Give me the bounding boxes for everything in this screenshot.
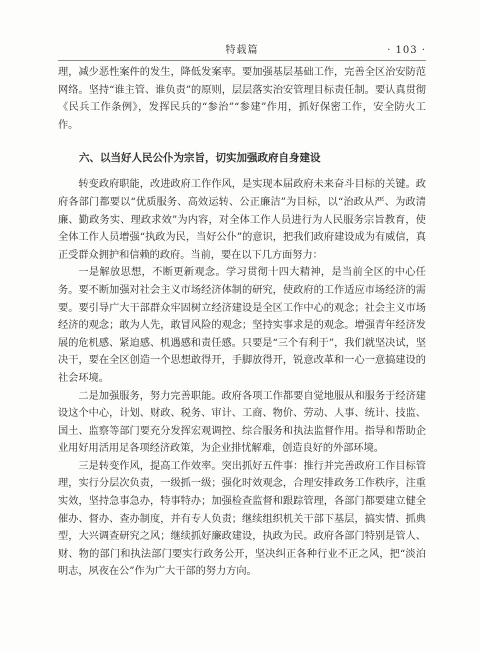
paragraph-3: 二是加强服务，努力完善职能。政府各项工作都要自觉地服从和服务于经济建设这个中心，计划、财政、税务、审计、工商、物价、劳动、人事、统计、技监、国土、监察等部门要充分发挥宏观调控、综合服务和执法监督作用。指导和帮助企业用好用活用足各项经济政策，为企业排忧解难，创造良好的外部环境。: [58, 390, 426, 455]
paragraph-continued: 理，减少恶性案件的发生，降低发案率。要加强基层基础工作，完善全区治安防范网络。坚持“谁主管、谁负责”的原则，层层落实治安管理目标责任制。要认真贯彻《民兵工作条例》，发挥民兵的“参治”“参建”作用，抓好保密工作，安全防火工作。: [58, 67, 426, 131]
paragraph-1: 转变政府职能，改进政府工作作风，是实现本届政府未来奋斗目标的关键。政府各部门都要以“优质服务、高效运转、公正廉洁”为目标，以“治政从严、为政清廉、勤政务实、理政求效”为内容，对全体工作人员进行为人民服务宗旨教育，使全体工作人员增强“执政为民，当好公仆”的意识，把我们政府建设成为有威信，真正受群众拥护和信赖的政府。当前，要在以下几方面努力：: [58, 179, 426, 261]
paragraph-4: 三是转变作风，提高工作效率。突出抓好五件事：推行并完善政府工作目标管理，实行分层次负责，一级抓一级；强化时效观念，合理安排政务工作秩序，注重实效，坚持急事急办，特事特办；加强检查监督和跟踪管理，各部门都要建立健全催办、督办、查办制度，并有专人负责；继续组织机关干部下基层，搞实情、抓典型，大兴调查研究之风；继续抓好廉政建设，执政为民。政府各部门特别是管人、财、物的部门和执法部门要实行政务公开，坚决纠正各种行业不正之风，把“淡泊明志，夙夜在公”作为广大干部的努力方向。: [58, 460, 426, 578]
running-header: [58, 44, 426, 61]
page-number: · 103 ·: [387, 45, 426, 56]
paragraph-2: 一是解放思想，不断更新观念。学习贯彻十四大精神，是当前全区的中心任务。要不断加强对社会主义市场经济体制的研究，使政府的工作适应市场经济的需要。要引导广大干部群众牢固树立经济建设是全区工作中心的观念；社会主义市场经济的观念；敢为人先，敢冒风险的观念；坚持实事求是的观念。增强青年经济发展的危机感、紧迫感、机遇感和责任感。只要是“三个有利于”，我们就坚决试，坚决干，要在全区创造一个思想敢得开，手脚放得开，锐意改革和一心一意搞建设的社会环境。: [58, 267, 426, 384]
section-heading: 六、以当好人民公仆为宗旨，切实加强政府自身建设: [79, 152, 321, 165]
body-text: [58, 64, 426, 581]
section-name: 特载篇: [225, 45, 259, 56]
